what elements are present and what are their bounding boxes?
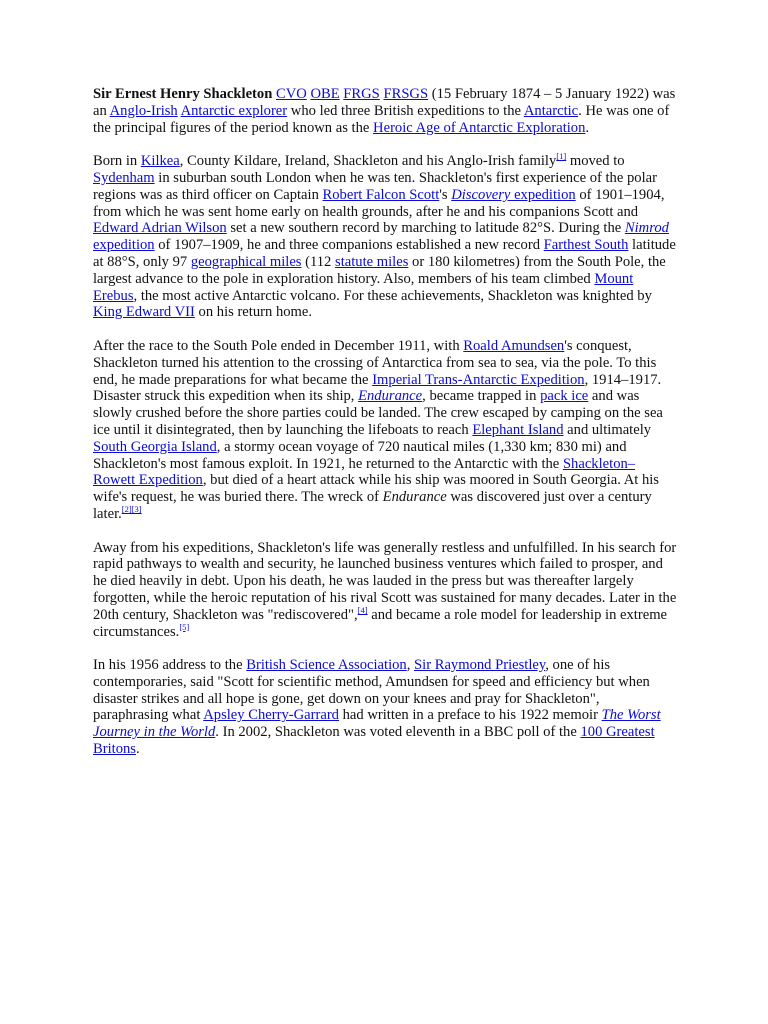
text-run: and became a role model for leadership in extreme circumstances. bbox=[93, 606, 668, 640]
text-run: , the most active Antarctic volcano. For these achievements, Shackleton was knighted by bbox=[133, 287, 652, 304]
text-run: Away from his expeditions, Shackleton's life was generally restless and unfulfilled. In his search for rapid pathways to wealth and security, he launched business ventures which failed to prosper, and he died heavily in debt. Upon his death, he was lauded in the press but was thereafter largely forgotten, while the heroic reputation of his rival Scott was sustained for many decades. Later in the 20th century, Shackleton was "rediscovered", bbox=[93, 539, 677, 623]
citation-link[interactable]: [1] bbox=[556, 151, 567, 162]
text-run: In his 1956 address to the bbox=[93, 657, 247, 674]
article-link[interactable]: Heroic Age of Antarctic Exploration bbox=[373, 119, 586, 136]
text-run: moved to bbox=[566, 153, 625, 170]
text-run: . bbox=[135, 741, 140, 758]
text-run: who led three British expeditions to the bbox=[287, 102, 524, 119]
text-run: or 180 kilometres) from the South Pole, the largest advance to the pole in exploration history. Also, members of his team climbed bbox=[93, 253, 666, 287]
article-link[interactable]: South Georgia Island bbox=[93, 438, 217, 455]
article-link[interactable]: expedition bbox=[93, 237, 155, 254]
article-link[interactable]: Robert Falcon Scott bbox=[322, 186, 440, 203]
text-run: of 1901–1904, from which he was sent home early on health grounds, after he and his companions Scott and bbox=[93, 186, 665, 220]
article-link[interactable]: statute miles bbox=[335, 253, 409, 270]
article-link[interactable]: Discovery bbox=[451, 186, 511, 203]
article-link[interactable]: Endurance bbox=[358, 388, 423, 405]
article-link[interactable]: Apsley Cherry-Garrard bbox=[203, 707, 339, 724]
text-run: , bbox=[406, 657, 415, 674]
article-link[interactable]: pack ice bbox=[540, 388, 589, 405]
article-link[interactable]: 100 Greatest Britons bbox=[93, 724, 655, 758]
text-run: of 1907–1909, he and three companions established a new record bbox=[154, 237, 544, 254]
article-link[interactable]: Nimrod bbox=[624, 220, 669, 237]
article-link[interactable]: Roald Amundsen bbox=[463, 337, 565, 354]
text-run: , County Kildare, Ireland, Shackleton and his Anglo-Irish family bbox=[179, 153, 557, 170]
article-link[interactable]: Kilkea bbox=[140, 153, 180, 170]
article-link[interactable]: Anglo-Irish bbox=[109, 102, 178, 119]
text-run: and was slowly crushed before the shore parties could be landed. The crew escaped by camping on the sea ice until it disintegrated, then by launching the lifeboats to reach bbox=[93, 388, 663, 438]
text-run: (112 bbox=[301, 253, 336, 270]
text-run: on his return home. bbox=[194, 304, 313, 321]
text-run: (15 February 1874 – 5 January 1922) was an bbox=[93, 86, 676, 119]
article-link[interactable]: King Edward VII bbox=[93, 304, 195, 321]
article-link[interactable]: Mount Erebus bbox=[93, 270, 634, 304]
text-run: latitude at 88°S, only 97 bbox=[93, 237, 676, 270]
paragraph bbox=[93, 540, 677, 641]
text-run: and ultimately bbox=[563, 421, 652, 438]
citation-superscript bbox=[179, 622, 189, 632]
citation-superscript bbox=[122, 504, 132, 514]
citation-link[interactable]: [4] bbox=[357, 604, 368, 615]
text-run: Endurance bbox=[382, 489, 447, 506]
citation-superscript bbox=[132, 504, 142, 514]
paragraph bbox=[93, 657, 677, 758]
text-run: had written in a preface to his 1922 memoir bbox=[338, 707, 602, 724]
article-link[interactable]: Antarctic bbox=[523, 102, 579, 119]
text-run: , became trapped in bbox=[422, 388, 541, 405]
article-link[interactable]: Elephant Island bbox=[472, 421, 564, 438]
paragraph bbox=[93, 153, 677, 321]
article-link[interactable]: Sir Raymond Priestley bbox=[414, 657, 546, 674]
citation-superscript bbox=[556, 151, 566, 161]
text-run: 's bbox=[439, 186, 452, 203]
paragraph bbox=[93, 338, 677, 523]
article-link[interactable]: Sydenham bbox=[93, 169, 155, 186]
article-body bbox=[93, 86, 677, 775]
article-link[interactable]: Farthest South bbox=[543, 237, 629, 254]
text-run: , 1914–1917. Disaster struck this expedition when its ship, bbox=[93, 371, 662, 405]
article-link[interactable]: Imperial Trans-Antarctic Expedition bbox=[372, 371, 585, 388]
article-link[interactable]: geographical miles bbox=[190, 253, 302, 270]
text-run: . bbox=[585, 119, 590, 136]
citation-link[interactable]: [3] bbox=[131, 504, 142, 515]
article-subject: Sir Ernest Henry Shackleton bbox=[93, 86, 273, 102]
article-link[interactable]: Shackleton–Rowett Expedition bbox=[93, 455, 636, 489]
citation-link[interactable]: [2] bbox=[121, 504, 132, 515]
text-run: . He was one of the principal figures of the period known as the bbox=[93, 102, 670, 136]
text-run: . In 2002, Shackleton was voted eleventh in a BBC poll of the bbox=[215, 724, 581, 741]
article-link[interactable]: CVO bbox=[275, 86, 307, 102]
text-run: in suburban south London when he was ten. Shackleton's first experience of the polar regions was as third officer on Captain bbox=[93, 169, 657, 203]
text-run: Born in bbox=[93, 153, 141, 170]
citation-superscript bbox=[358, 605, 368, 615]
text-run: was discovered just over a century later. bbox=[93, 489, 652, 522]
article-link[interactable]: OBE bbox=[310, 86, 340, 102]
article-link[interactable]: Edward Adrian Wilson bbox=[93, 220, 227, 237]
text-run: 's conquest, Shackleton turned his attention to the crossing of Antarctica from sea to sea, via the pole. To this end, he made preparations for what became the bbox=[93, 337, 657, 388]
article-link[interactable]: British Science Association bbox=[246, 657, 407, 674]
article-link[interactable]: FRGS bbox=[343, 86, 380, 102]
article-link[interactable]: expedition bbox=[510, 186, 576, 203]
text-run: set a new southern record by marching to latitude 82°S. During the bbox=[226, 220, 625, 237]
article-link[interactable]: FRSGS bbox=[383, 86, 429, 102]
paragraph bbox=[93, 86, 677, 136]
citation-link[interactable]: [5] bbox=[179, 621, 190, 632]
text-run: After the race to the South Pole ended in December 1911, with bbox=[93, 337, 464, 354]
text-run: , but died of a heart attack while his ship was moored in South Georgia. At his wife's request, he was buried there. The wreck of bbox=[93, 472, 659, 506]
article-link[interactable]: Antarctic explorer bbox=[180, 102, 288, 119]
text-run: , one of his contemporaries, said "Scott for scientific method, Amundsen for speed and efficiency but when disaster strikes and all hope is gone, get down on your knees and pray for Shackleton", paraphrasing what bbox=[93, 657, 650, 724]
text-run: , a stormy ocean voyage of 720 nautical miles (1,330 km; 830 mi) and Shackleton's most famous exploit. In 1921, he returned to the Antarctic with the bbox=[93, 438, 627, 472]
article-link[interactable]: The Worst Journey in the World bbox=[93, 707, 661, 741]
